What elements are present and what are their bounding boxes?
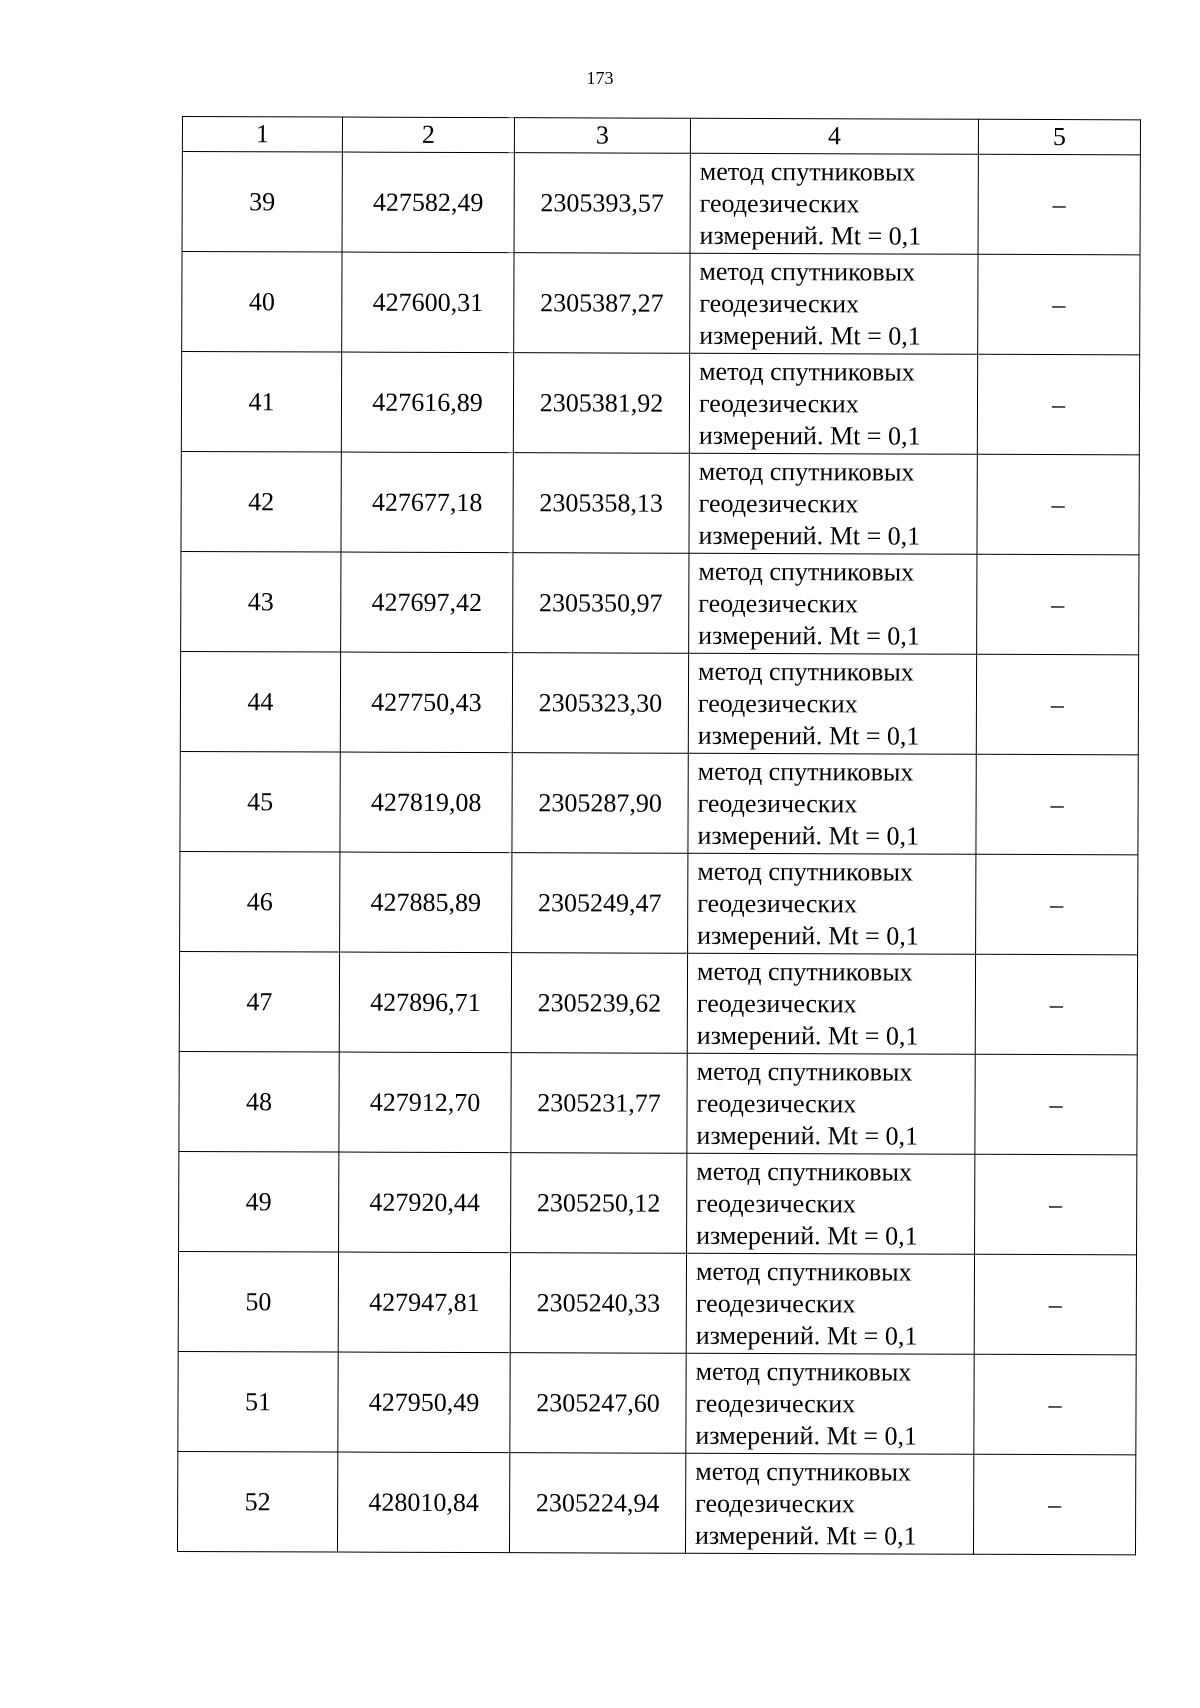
method-line: метод спутниковых xyxy=(697,856,914,887)
coord-y: 2305323,30 xyxy=(512,653,688,754)
method-line: метод спутниковых xyxy=(698,556,915,587)
coord-y: 2305224,94 xyxy=(509,1453,685,1554)
coord-x: 427750,43 xyxy=(340,652,512,753)
coord-y: 2305387,27 xyxy=(514,253,690,354)
note-cell: – xyxy=(975,1154,1137,1255)
method-line: метод спутниковых xyxy=(695,1256,912,1287)
table-row xyxy=(178,1251,1136,1354)
method-line: измерений. Mt = 0,1 xyxy=(697,820,920,851)
table-row xyxy=(179,1151,1137,1254)
method-cell xyxy=(689,453,977,554)
method-line: метод спутниковых xyxy=(696,956,913,987)
note-cell: – xyxy=(977,354,1139,455)
method-line: метод спутниковых xyxy=(699,256,916,287)
method-line: метод спутниковых xyxy=(698,656,914,687)
coord-y: 2305381,92 xyxy=(513,353,689,454)
coord-y: 2305231,77 xyxy=(511,1053,687,1154)
note-cell: – xyxy=(978,154,1140,255)
note-cell: – xyxy=(973,1454,1135,1555)
point-number: 45 xyxy=(180,751,340,852)
coord-y: 2305250,12 xyxy=(511,1153,687,1254)
coord-y: 2305240,33 xyxy=(510,1253,686,1354)
note-cell: – xyxy=(978,254,1140,355)
method-line: метод спутниковых xyxy=(697,756,914,787)
coord-x: 427616,89 xyxy=(341,352,513,453)
point-number: 51 xyxy=(178,1351,338,1452)
note-cell: – xyxy=(976,654,1138,755)
column-header: 3 xyxy=(514,118,690,154)
column-header: 1 xyxy=(182,117,342,153)
column-header: 5 xyxy=(978,119,1140,155)
method-line: измерений. Mt = 0,1 xyxy=(695,1520,917,1551)
method-line: геодезических xyxy=(696,1188,856,1218)
note-cell: – xyxy=(976,854,1138,955)
coord-y: 2305247,60 xyxy=(510,1353,686,1454)
table-row xyxy=(179,1051,1137,1154)
method-line: метод спутниковых xyxy=(696,1156,913,1187)
method-line: измерений. Mt = 0,1 xyxy=(698,620,920,651)
method-line: измерений. Mt = 0,1 xyxy=(698,420,921,451)
header-row xyxy=(182,117,1140,155)
method-line: измерений. Mt = 0,1 xyxy=(698,520,921,551)
point-number: 44 xyxy=(180,651,340,752)
method-line: геодезических xyxy=(695,1388,856,1418)
method-line: метод спутниковых xyxy=(698,456,915,487)
method-line: измерений. Mt = 0,1 xyxy=(695,1420,918,1451)
note-cell: – xyxy=(977,454,1139,555)
table-row xyxy=(181,352,1139,455)
coord-x: 427582,49 xyxy=(342,152,514,253)
coord-y: 2305358,13 xyxy=(513,453,689,554)
method-line: геодезических xyxy=(695,1288,856,1318)
column-header: 2 xyxy=(342,117,514,153)
coord-y: 2305350,97 xyxy=(513,553,689,654)
method-cell xyxy=(686,1253,974,1354)
point-number: 41 xyxy=(181,352,341,453)
note-cell: – xyxy=(975,954,1137,1055)
point-number: 52 xyxy=(177,1451,337,1552)
method-line: метод спутниковых xyxy=(695,1456,912,1487)
coord-x: 427677,18 xyxy=(341,452,513,553)
method-line: метод спутниковых xyxy=(696,1056,913,1087)
coord-x: 427947,81 xyxy=(338,1252,510,1353)
point-number: 40 xyxy=(182,252,342,353)
coord-x: 427912,70 xyxy=(339,1052,511,1153)
method-line: геодезических xyxy=(696,988,857,1018)
table-row xyxy=(182,152,1140,255)
point-number: 42 xyxy=(181,451,341,552)
point-number: 50 xyxy=(178,1251,338,1352)
method-line: геодезических xyxy=(697,688,858,718)
method-line: измерений. Mt = 0,1 xyxy=(696,1120,919,1151)
method-cell xyxy=(690,153,978,254)
table-row xyxy=(180,851,1138,954)
method-line: измерений. Mt = 0,1 xyxy=(699,220,922,251)
page-number: 173 xyxy=(586,68,614,88)
note-cell: – xyxy=(974,1254,1136,1355)
method-cell xyxy=(689,553,977,654)
table-row xyxy=(180,651,1138,754)
point-number: 39 xyxy=(182,152,342,253)
point-number: 47 xyxy=(179,951,339,1052)
point-number: 48 xyxy=(179,1051,339,1152)
table-row xyxy=(181,451,1139,554)
method-cell xyxy=(685,1453,973,1554)
table-row xyxy=(178,1351,1136,1454)
method-line: геодезических xyxy=(698,488,859,518)
table-row xyxy=(182,252,1140,355)
note-cell: – xyxy=(976,754,1138,855)
method-cell xyxy=(687,1053,975,1154)
coord-x: 427600,31 xyxy=(342,252,514,353)
method-line: измерений. Mt = 0,1 xyxy=(697,920,919,951)
note-cell: – xyxy=(975,1054,1137,1155)
table-row xyxy=(181,551,1139,654)
note-cell: – xyxy=(974,1354,1136,1455)
method-line: геодезических xyxy=(697,888,858,918)
method-line: геодезических xyxy=(698,588,859,618)
table-row xyxy=(180,751,1138,854)
method-line: геодезических xyxy=(696,1088,857,1118)
column-header: 4 xyxy=(690,118,978,154)
method-cell xyxy=(688,653,976,754)
method-cell xyxy=(688,753,976,854)
point-number: 49 xyxy=(179,1151,339,1252)
method-line: метод спутниковых xyxy=(699,356,915,387)
table-row xyxy=(179,951,1137,1054)
coord-y: 2305249,47 xyxy=(512,853,688,954)
method-line: измерений. Mt = 0,1 xyxy=(696,1220,918,1251)
coord-x: 427697,42 xyxy=(341,552,513,653)
coord-x: 427885,89 xyxy=(340,852,512,953)
method-line: геодезических xyxy=(699,188,860,218)
point-number: 46 xyxy=(180,851,340,952)
note-cell: – xyxy=(977,554,1139,655)
method-cell xyxy=(689,353,977,454)
method-line: измерений. Mt = 0,1 xyxy=(695,1320,918,1351)
method-line: измерений. Mt = 0,1 xyxy=(699,320,921,351)
coord-y: 2305287,90 xyxy=(512,753,688,854)
table-row xyxy=(177,1451,1135,1554)
method-line: измерений. Mt = 0,1 xyxy=(696,1020,919,1051)
coordinates-table xyxy=(177,116,1141,1555)
method-line: измерений. Mt = 0,1 xyxy=(697,720,920,751)
coord-y: 2305239,62 xyxy=(511,953,687,1054)
method-line: геодезических xyxy=(699,288,860,318)
method-line: метод спутниковых xyxy=(699,156,916,187)
coord-x: 428010,84 xyxy=(337,1452,509,1553)
method-cell xyxy=(688,853,976,954)
method-cell xyxy=(687,1153,975,1254)
table-body xyxy=(177,152,1140,1555)
method-cell xyxy=(690,253,978,354)
method-line: геодезических xyxy=(697,788,858,818)
method-line: геодезических xyxy=(695,1488,855,1518)
method-cell xyxy=(686,1353,974,1454)
coord-x: 427920,44 xyxy=(339,1152,511,1253)
coord-x: 427896,71 xyxy=(339,952,511,1053)
coord-x: 427819,08 xyxy=(340,752,512,853)
method-cell xyxy=(687,953,975,1054)
coord-x: 427950,49 xyxy=(338,1352,510,1453)
coord-y: 2305393,57 xyxy=(514,153,690,254)
method-line: метод спутниковых xyxy=(695,1356,912,1387)
method-line: геодезических xyxy=(698,388,859,418)
point-number: 43 xyxy=(181,551,341,652)
